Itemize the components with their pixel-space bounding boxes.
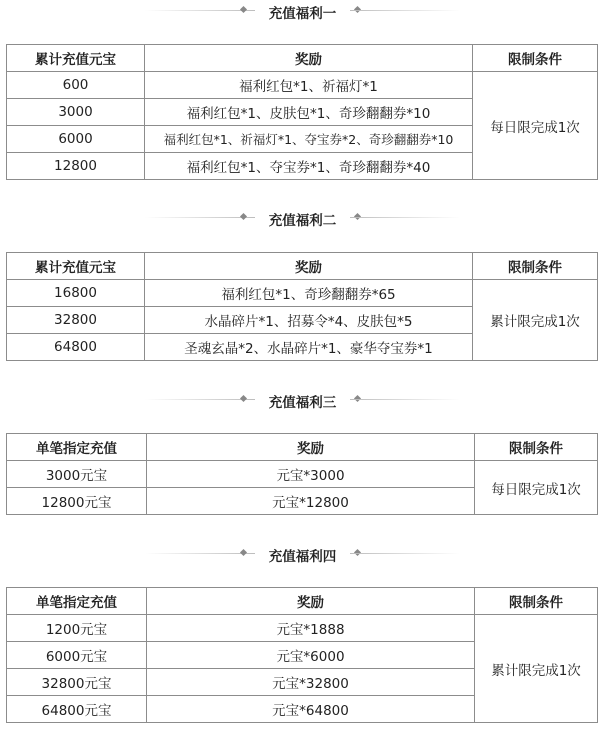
reward-cell: 元宝*12800 <box>147 488 475 515</box>
condition-cell: 每日限完成1次 <box>473 72 598 180</box>
section-title: 充值福利二 <box>268 213 337 229</box>
reward-cell: 福利红包*1、祈福灯*1、夺宝券*2、奇珍翻翻券*10 <box>145 126 473 153</box>
amount-cell: 1200元宝 <box>7 615 147 642</box>
divider-line <box>350 10 460 11</box>
condition-cell: 累计限完成1次 <box>475 615 598 723</box>
column-header: 奖励 <box>147 588 475 615</box>
reward-cell: 福利红包*1、奇珍翻翻券*65 <box>145 280 473 307</box>
amount-cell: 6000 <box>7 126 145 153</box>
reward-cell: 圣魂玄晶*2、水晶碎片*1、豪华夺宝券*1 <box>145 334 473 361</box>
reward-cell: 元宝*3000 <box>147 461 475 488</box>
divider-line <box>350 217 460 218</box>
amount-cell: 32800元宝 <box>7 669 147 696</box>
column-header: 奖励 <box>145 253 473 280</box>
amount-cell: 12800元宝 <box>7 488 147 515</box>
section-title: 充值福利三 <box>268 395 337 411</box>
amount-cell: 64800元宝 <box>7 696 147 723</box>
amount-cell: 600 <box>7 72 145 99</box>
column-header: 累计充值元宝 <box>7 253 145 280</box>
reward-table <box>6 44 598 180</box>
section-title-bar <box>0 389 605 411</box>
table-header-row <box>7 253 598 280</box>
table-header-row <box>7 588 598 615</box>
section-title-bar <box>0 0 605 22</box>
amount-cell: 12800 <box>7 153 145 180</box>
column-header: 限制条件 <box>475 434 598 461</box>
section-title-bar <box>0 543 605 565</box>
table-row <box>7 615 598 642</box>
column-header: 限制条件 <box>473 253 598 280</box>
section-1 <box>0 0 605 176</box>
table-row <box>7 280 598 307</box>
reward-cell: 元宝*1888 <box>147 615 475 642</box>
amount-cell: 6000元宝 <box>7 642 147 669</box>
divider-line <box>350 553 460 554</box>
reward-cell: 元宝*6000 <box>147 642 475 669</box>
table-row <box>7 461 598 488</box>
table-header-row <box>7 45 598 72</box>
section-title: 充值福利四 <box>268 549 337 565</box>
reward-table <box>6 587 598 723</box>
section-4 <box>0 543 605 719</box>
section-3 <box>0 389 605 511</box>
condition-cell: 每日限完成1次 <box>475 461 598 515</box>
reward-cell: 元宝*64800 <box>147 696 475 723</box>
reward-cell: 水晶碎片*1、招募令*4、皮肤包*5 <box>145 307 473 334</box>
column-header: 限制条件 <box>473 45 598 72</box>
table-row <box>7 72 598 99</box>
reward-cell: 元宝*32800 <box>147 669 475 696</box>
reward-cell: 福利红包*1、夺宝券*1、奇珍翻翻券*40 <box>145 153 473 180</box>
condition-cell: 累计限完成1次 <box>473 280 598 361</box>
column-header: 单笔指定充值 <box>7 434 147 461</box>
amount-cell: 3000元宝 <box>7 461 147 488</box>
column-header: 限制条件 <box>475 588 598 615</box>
amount-cell: 16800 <box>7 280 145 307</box>
section-title: 充值福利一 <box>268 6 337 22</box>
section-2 <box>0 207 605 357</box>
reward-cell: 福利红包*1、皮肤包*1、奇珍翻翻券*10 <box>145 99 473 126</box>
section-title-bar <box>0 207 605 229</box>
reward-table <box>6 252 598 361</box>
divider-line <box>350 399 460 400</box>
column-header: 奖励 <box>147 434 475 461</box>
column-header: 单笔指定充值 <box>7 588 147 615</box>
amount-cell: 32800 <box>7 307 145 334</box>
amount-cell: 3000 <box>7 99 145 126</box>
column-header: 累计充值元宝 <box>7 45 145 72</box>
amount-cell: 64800 <box>7 334 145 361</box>
table-header-row <box>7 434 598 461</box>
reward-table <box>6 433 598 515</box>
reward-cell: 福利红包*1、祈福灯*1 <box>145 72 473 99</box>
column-header: 奖励 <box>145 45 473 72</box>
